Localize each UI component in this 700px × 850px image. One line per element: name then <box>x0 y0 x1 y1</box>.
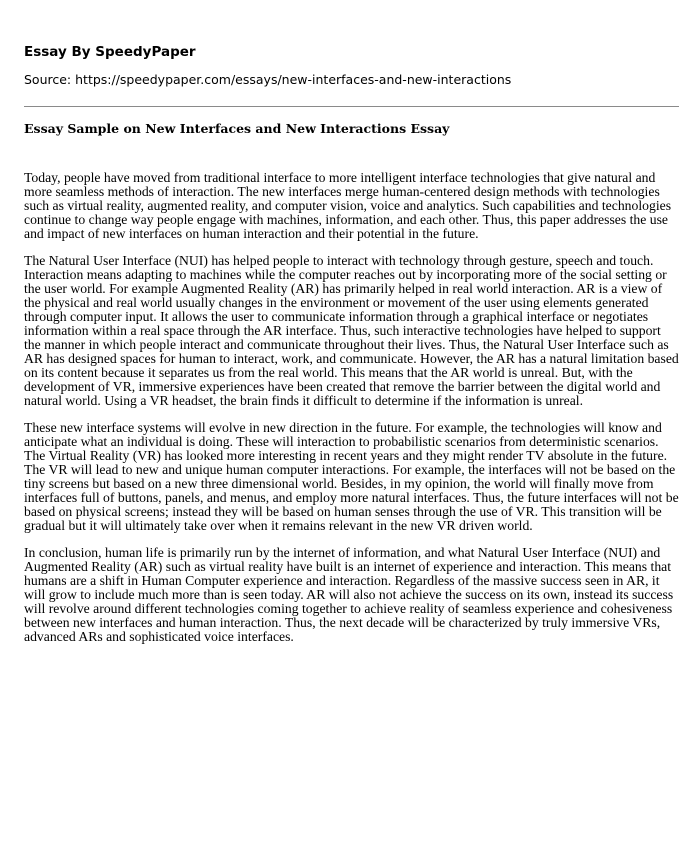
paragraph: The Natural User Interface (NUI) has helped people to interact with technology through gesture, speech and touch. Interaction means adapting to machines while the computer reaches out by incorporating more of the social setting or the user world. For example Augmented Reality (AR) has primarily helped in real world interaction. AR is a view of the physical and real world usually changes in the environment or movement of the user using elements generated through computer input. It allows the user to communicate information through a graphical interface or negotiates information within a real space through the AR interface. Thus, such interactive technologies have helped to support the manner in which people interact and communicate throughout their lives. Thus, the Natural User Interface such as AR has designed spaces for human to interact, work, and communicate. However, the AR has a natural limitation based on its content because it separates us from the real world. This means that the AR world is unreal. But, with the development of VR, immersive experiences have been created that remove the barrier between the digital world and natural world. Using a VR headset, the brain finds it difficult to determine if the information is unreal. <box>24 253 679 408</box>
brand-heading: Essay By SpeedyPaper <box>24 44 196 60</box>
paragraph: These new interface systems will evolve in new direction in the future. For example, the technologies will know and anticipate what an individual is doing. These will interaction to probabilistic scenarios from deterministic scenarios. The Virtual Reality (VR) has looked more interesting in recent years and they might render TV absolute in the future. The VR will lead to new and unique human computer interactions. For example, the interfaces will not be based on the tiny screens but based on a new three dimensional world. Besides, in my opinion, the world will finally move from interfaces full of buttons, panels, and menus, and employ more natural interfaces. Thus, the future interfaces will not be based on physical screens; instead they will be based on human senses through the use of VR. This transition will be gradual but it will ultimately take over when it remains relevant in the new VR driven world. <box>24 420 679 533</box>
header-divider <box>24 106 679 107</box>
essay-body <box>24 171 679 657</box>
paragraph: Today, people have moved from traditional interface to more intelligent interface technologies that give natural and more seamless methods of interaction. The new interfaces merge human-centered design methods with technologies such as virtual reality, augmented reality, and computer vision, voice and analytics. Such capabilities and technologies continue to change way people engage with machines, information, and each other. Thus, this paper addresses the use and impact of new interfaces on human interaction and their potential in the future. <box>24 170 672 241</box>
source-line: Source: https://speedypaper.com/essays/new-interfaces-and-new-interactions <box>24 72 512 87</box>
paragraph: In conclusion, human life is primarily run by the internet of information, and what Natural User Interface (NUI) and Augmented Reality (AR) such as virtual reality have built is an internet of experience and interaction. This means that humans are a shift in Human Computer experience and interaction. Regardless of the massive success seen in AR, it will grow to include much more than is seen today. AR will also not achieve the success on its own, instead its success will revolve around different technologies coming together to achieve reality of seamless experience and cohesiveness between new interfaces and human interaction. Thus, the next decade will be characterized by truly immersive VRs, advanced ARs and sophisticated voice interfaces. <box>24 545 674 644</box>
essay-title: Essay Sample on New Interfaces and New Interactions Essay <box>24 121 450 136</box>
